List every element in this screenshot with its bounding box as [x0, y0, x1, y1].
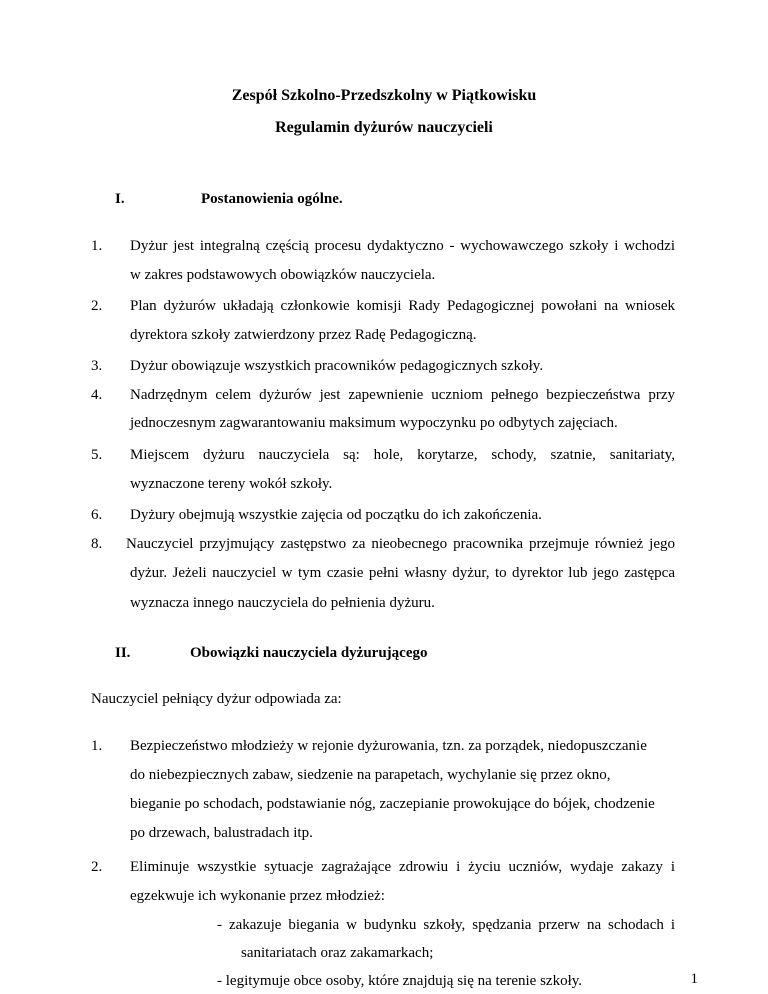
list-item-line: Miejscem dyżuru nauczyciela są: hole, korytarze, schody, szatnie, sanitariaty,	[130, 447, 675, 463]
list-item-number: 4.	[91, 387, 103, 403]
list-item-line: Nauczyciel przyjmujący zastępstwo za nieobecnego pracownika przejmuje również jego	[126, 536, 675, 552]
list-item-line: w zakres podstawowych obowiązków nauczyciela.	[130, 267, 436, 283]
list-item-line: dyrektora szkoły zatwierdzony przez Radę Pedagogiczną.	[130, 327, 477, 343]
list-item-line: Dyżur jest integralną częścią procesu dydaktyczno - wychowawczego szkoły i wchodzi	[130, 238, 675, 254]
list-item-line: Dyżury obejmują wszystkie zajęcia od początku do ich zakończenia.	[130, 507, 542, 523]
section2-title: Obowiązki nauczyciela dyżurującego	[190, 645, 428, 661]
school-name: Zespół Szkolno-Przedszkolny w Piątkowisku	[231, 87, 537, 104]
section2-numeral: II.	[115, 645, 131, 661]
list-item-line: Bezpieczeństwo młodzieży w rejonie dyżurowania, tzn. za porządek, niedopuszczanie	[130, 738, 647, 754]
page-number: 1	[690, 971, 698, 987]
list-item-number: 1.	[91, 238, 103, 254]
section2-intro: Nauczyciel pełniący dyżur odpowiada za:	[91, 691, 342, 707]
list-item-line: dyżur. Jeżeli nauczyciel w tym czasie pełni własny dyżur, to dyrektor lub jego zastępca	[130, 565, 675, 581]
list-item-line: wyznaczone tereny wokół szkoły.	[130, 476, 333, 492]
document-title: Regulamin dyżurów nauczycieli	[275, 119, 493, 136]
section1-numeral: I.	[115, 191, 125, 207]
list-item-line: Plan dyżurów układają członkowie komisji Rady Pedagogicznej powołani na wniosek	[130, 298, 675, 314]
list-item-line: Nadrzędnym celem dyżurów jest zapewnienie uczniom pełnego bezpieczeństwa przy	[130, 387, 675, 403]
list-item-line: jednoczesnym zagwarantowaniu maksimum wypoczynku po odbytych zajęciach.	[130, 415, 618, 431]
list-item-number: 3.	[91, 358, 103, 374]
list-item-line: Eliminuje wszystkie sytuacje zagrażające zdrowiu i życiu uczniów, wydaje zakazy i	[130, 859, 675, 875]
list-item-number: 2.	[91, 859, 103, 875]
bullet-line: - zakazuje biegania w budynku szkoły, spędzania przerw na schodach i	[217, 917, 675, 933]
list-item-line: bieganie po schodach, podstawianie nóg, zaczepianie prowokujące do bójek, chodzenie	[130, 796, 655, 812]
list-item-number: 1.	[91, 738, 103, 754]
section1-title: Postanowienia ogólne.	[201, 191, 343, 207]
bullet-line: sanitariatach oraz zakamarkach;	[241, 945, 434, 961]
list-item-number: 5.	[91, 447, 103, 463]
list-item-number: 2.	[91, 298, 103, 314]
list-item-line: Dyżur obowiązuje wszystkich pracowników pedagogicznych szkoły.	[130, 358, 544, 374]
list-item-number: 6.	[91, 507, 103, 523]
list-item-line: wyznacza innego nauczyciela do pełnienia dyżuru.	[130, 595, 435, 611]
list-item-number: 8.	[91, 536, 103, 552]
list-item-line: po drzewach, balustradach itp.	[130, 825, 313, 841]
list-item-line: egzekwuje ich wykonanie przez młodzież:	[130, 888, 385, 904]
list-item-line: do niebezpiecznych zabaw, siedzenie na parapetach, wychylanie się przez okno,	[130, 767, 611, 783]
bullet-line: - legitymuje obce osoby, które znajdują się na terenie szkoły.	[217, 973, 583, 989]
